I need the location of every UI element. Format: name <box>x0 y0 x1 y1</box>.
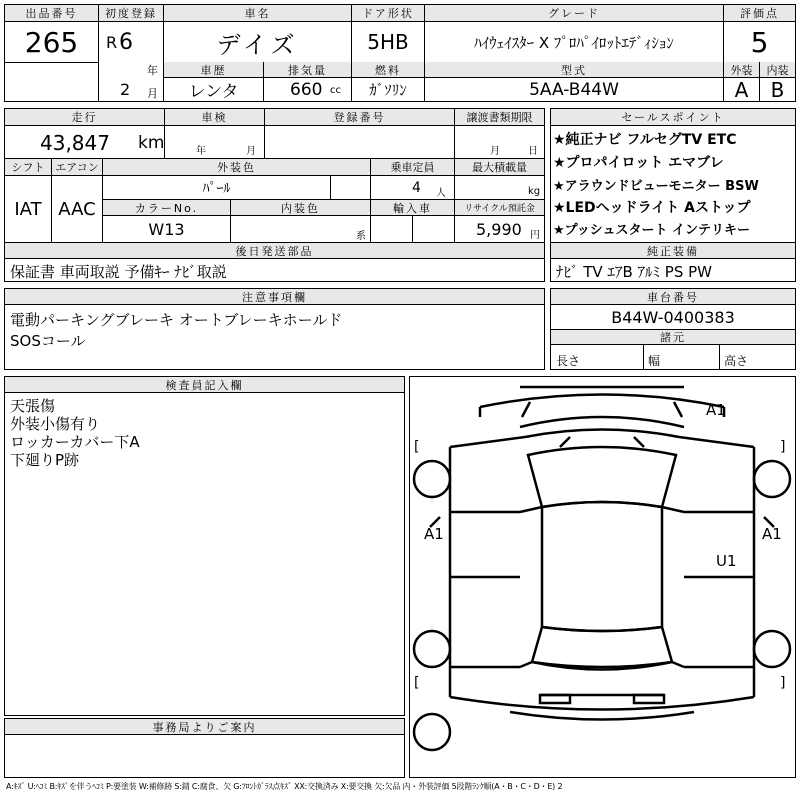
name-label: 車名 <box>164 5 351 22</box>
chassis-label: 車台番号 <box>551 289 795 305</box>
history-label: 車歴 <box>164 62 263 78</box>
equipment: ﾅﾋﾞ TV ｴｱB ｱﾙﾐ PS PW <box>556 263 712 281</box>
inspector-line: 下廻りP跡 <box>10 451 80 469</box>
load-unit: kg <box>528 186 541 197</box>
shift-label: シフト <box>5 159 51 176</box>
reg-label: 初度登録 <box>99 5 163 22</box>
history: レンタ <box>188 82 239 101</box>
damage-mark: U1 <box>716 552 737 570</box>
later-parts: 保証書 車両取説 予備ｷｰ ﾅﾋﾞ取説 <box>10 263 227 281</box>
import-label: 輸入車 <box>371 200 454 216</box>
dims-label: 諸元 <box>551 330 795 345</box>
inspector-label: 検査員記入欄 <box>5 377 404 393</box>
shift: IAT <box>14 198 42 220</box>
model-code: 5AA-B44W <box>529 79 619 100</box>
bracket-left: [ <box>414 439 420 455</box>
recycle-unit: 円 <box>530 230 540 241</box>
disp-label: 排気量 <box>264 62 351 78</box>
color: ﾊﾟｰﾙ <box>202 180 231 197</box>
car-diagram <box>409 376 796 778</box>
sales-line: ★プロパイロット エマブレ <box>553 155 724 171</box>
inspect-month: 月 <box>246 146 256 157</box>
capacity-label: 乗車定員 <box>371 159 454 176</box>
model-label: 型式 <box>425 62 723 78</box>
door-type: 5HB <box>367 30 409 54</box>
fuel: ｶﾞｿﾘﾝ <box>369 81 407 99</box>
capacity-unit: 人 <box>436 188 446 199</box>
color-label: 外装色 <box>103 159 370 176</box>
notes-line: 電動パーキングブレーキ オートブレーキホールド <box>10 311 343 329</box>
colorno-label: カラーNo. <box>103 200 230 216</box>
mileage-unit: km <box>138 133 165 153</box>
transfer-day: 日 <box>528 146 538 157</box>
damage-mark: A1 <box>762 525 782 543</box>
load-label: 最大積載量 <box>455 159 544 176</box>
reg-month: 2 <box>120 80 131 99</box>
grade-label: グレード <box>425 5 723 22</box>
transfer-label: 譲渡書類期限 <box>455 109 544 126</box>
notes-label: 注意事項欄 <box>5 289 544 305</box>
inspector-line: ロッカーカバー下A <box>10 433 140 451</box>
score-label: 評価点 <box>724 5 795 22</box>
lot-label: 出品番号 <box>5 5 98 22</box>
grade: ﾊｲｳｪｲｽﾀｰ X ﾌﾟﾛﾊﾟｲﾛｯﾄｴﾃﾞｨｼｮﾝ <box>474 33 674 52</box>
ac: AAC <box>58 198 96 220</box>
reg-year: 6 <box>119 30 133 55</box>
int-grade: B <box>770 78 785 101</box>
sales-line: ★LEDヘッドライト Aストップ <box>553 200 751 216</box>
recycle-label: リサイクル預託金 <box>455 200 544 216</box>
ac-label: エアコン <box>52 159 102 176</box>
damage-mark: A1 <box>424 525 444 543</box>
equip-label: 純正装備 <box>551 243 795 259</box>
intcolor-label: 内装色 <box>231 200 370 216</box>
dims-width: 幅 <box>648 354 661 368</box>
chassis-number: B44W-0400383 <box>611 307 735 327</box>
regno-label: 登録番号 <box>265 109 454 126</box>
inspect-label: 車検 <box>165 109 264 126</box>
transfer-month: 月 <box>490 146 500 157</box>
intcolor-unit: 系 <box>356 231 366 242</box>
door-label: ドア形状 <box>352 5 424 22</box>
dims-length: 長さ <box>556 354 581 368</box>
displacement: 660 <box>290 80 323 100</box>
fuel-label: 燃料 <box>352 62 424 78</box>
office-label: 事務局よりご案内 <box>5 719 404 735</box>
bracket-right: ] <box>780 675 786 691</box>
car-outline-icon <box>410 377 794 776</box>
sales-line: ★プッシュスタート インテリキー <box>553 223 751 238</box>
sales-line: ★アラウンドビューモニター BSW <box>553 179 759 194</box>
mileage-label: 走行 <box>5 109 164 126</box>
score: 5 <box>750 25 769 59</box>
notes-line: SOSコール <box>10 332 86 350</box>
year-unit: 年 <box>147 64 158 77</box>
ext-grade: A <box>734 78 749 101</box>
int-label: 内装 <box>760 62 795 78</box>
color-number: W13 <box>148 219 185 239</box>
damage-mark: A1 <box>706 401 726 419</box>
mileage: 43,847 <box>40 131 110 155</box>
inspector-line: 天張傷 <box>10 397 56 415</box>
later-label: 後日発送部品 <box>5 243 544 259</box>
recycle-fee: 5,990 <box>476 220 522 239</box>
bracket-left: [ <box>414 675 420 691</box>
reg-era: R <box>106 33 118 52</box>
month-unit: 月 <box>147 87 158 100</box>
inspect-year: 年 <box>196 146 206 157</box>
sales-label: セールスポイント <box>551 109 795 126</box>
bracket-right: ] <box>780 439 786 455</box>
ext-label: 外装 <box>724 62 759 78</box>
car-name: デイズ <box>216 30 299 59</box>
disp-unit: cc <box>330 85 341 96</box>
sales-line: ★純正ナビ フルセグTV ETC <box>553 132 737 148</box>
lot-number: 265 <box>24 25 79 59</box>
legend: A:ｷｽﾞ U:ﾍｺﾐ B:ｷｽﾞを伴うﾍｺﾐ P:要塗装 W:補修跡 S:錆 C:腐食、欠 G:ﾌﾛﾝﾄｶﾞﾗｽ点ｷｽﾞ XX:交換済み X:要交換 欠:欠品 内・外装評価 5段階ﾗﾝｸ順(A・B・C・D・E) 2 <box>6 782 563 791</box>
inspector-line: 外装小傷有り <box>10 415 101 433</box>
capacity: 4 <box>412 180 421 196</box>
dims-height: 高さ <box>724 354 749 368</box>
